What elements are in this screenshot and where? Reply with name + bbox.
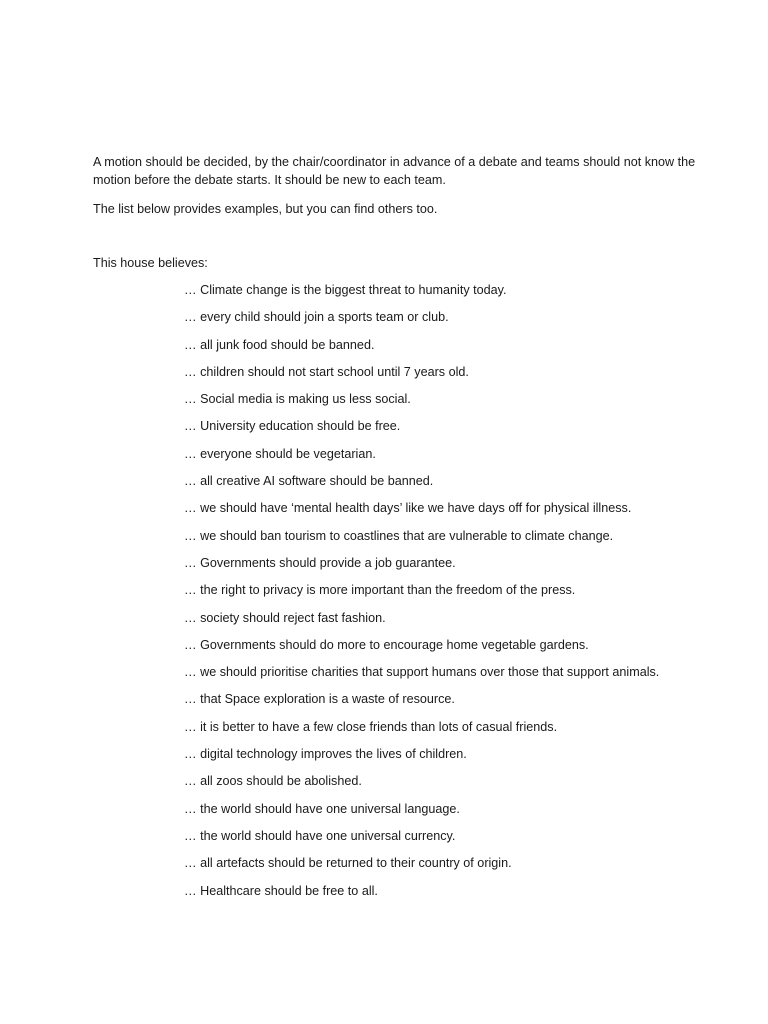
motion-item: … University education should be free. (184, 419, 401, 434)
motion-item: … the right to privacy is more important than the freedom of the press. (184, 583, 576, 598)
motion-lead-in: This house believes: (93, 256, 208, 270)
motion-item: … we should have ‘mental health days’ like we have days off for physical illness. (184, 501, 632, 516)
motion-item: … digital technology improves the lives of children. (184, 747, 467, 762)
motion-item: … we should prioritise charities that support humans over those that support animals. (184, 665, 660, 680)
motion-item: … Governments should provide a job guarantee. (184, 555, 456, 570)
motion-item: … the world should have one universal currency. (184, 828, 456, 843)
motion-list (184, 281, 704, 909)
motion-item: … all creative AI software should be banned. (184, 474, 434, 489)
motion-item: … everyone should be vegetarian. (184, 446, 376, 461)
motion-item: … society should reject fast fashion. (184, 610, 386, 625)
motion-item: … we should ban tourism to coastlines that are vulnerable to climate change. (184, 528, 614, 543)
motion-item: … all junk food should be banned. (184, 337, 375, 352)
motion-item: … children should not start school until 7 years old. (184, 364, 469, 379)
motion-item: … that Space exploration is a waste of resource. (184, 692, 455, 707)
motion-item: … Climate change is the biggest threat to humanity today. (184, 283, 507, 297)
motion-item: … Healthcare should be free to all. (184, 883, 378, 898)
motion-item: … every child should join a sports team or club. (184, 310, 449, 325)
motion-item: … the world should have one universal language. (184, 801, 460, 816)
intro-paragraph: A motion should be decided, by the chair/coordinator in advance of a debate and teams should not know the motion before the debate starts. It should be new to each team. (93, 155, 696, 187)
motion-item: … it is better to have a few close friends than lots of casual friends. (184, 719, 558, 734)
motion-item: … Governments should do more to encourage home vegetable gardens. (184, 637, 589, 652)
note-paragraph: The list below provides examples, but you can find others too. (93, 202, 438, 216)
motion-item: … all zoos should be abolished. (184, 774, 362, 789)
motion-item: … all artefacts should be returned to their country of origin. (184, 856, 512, 871)
motion-item: … Social media is making us less social. (184, 392, 411, 407)
